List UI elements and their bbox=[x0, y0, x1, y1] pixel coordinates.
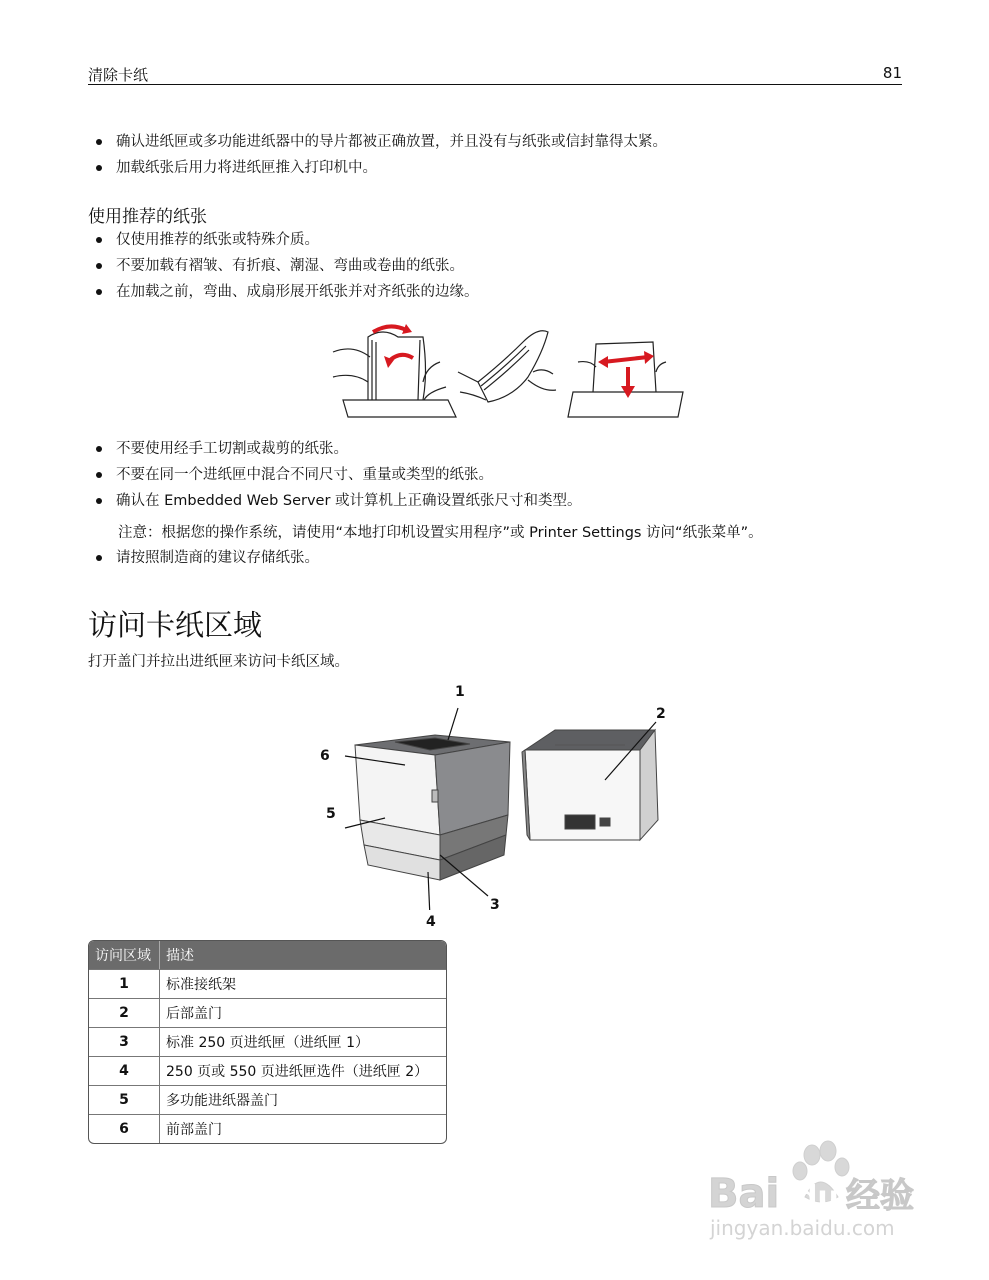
row-number: 5 bbox=[89, 1085, 160, 1114]
note-text: 根据您的操作系统，请使用“本地打印机设置实用程序”或 Printer Settings 访问“纸张菜单”。 bbox=[161, 525, 763, 541]
row-description: 多功能进纸器盖门 bbox=[160, 1085, 446, 1114]
header-rule bbox=[88, 84, 902, 85]
note bbox=[118, 521, 763, 542]
callout-5: 5 bbox=[326, 806, 336, 822]
watermark-brand2: du bbox=[796, 1180, 839, 1215]
table-row bbox=[89, 1114, 446, 1143]
column-header-area: 访问区域 bbox=[89, 941, 160, 969]
callout-2: 2 bbox=[656, 706, 666, 722]
note-label: 注意： bbox=[118, 525, 162, 541]
bullet-list-last bbox=[96, 545, 319, 571]
table-header-row bbox=[89, 941, 446, 969]
callout-1: 1 bbox=[455, 684, 465, 700]
list-item: 不要加载有褶皱、有折痕、潮湿、弯曲或卷曲的纸张。 bbox=[96, 253, 479, 279]
list-item: 请按照制造商的建议存储纸张。 bbox=[96, 545, 319, 571]
column-header-description: 描述 bbox=[160, 941, 446, 969]
bullet-list-more bbox=[96, 436, 582, 514]
row-number: 3 bbox=[89, 1027, 160, 1056]
table-row bbox=[89, 1056, 446, 1085]
table-row bbox=[89, 969, 446, 998]
row-number: 4 bbox=[89, 1056, 160, 1085]
row-number: 2 bbox=[89, 998, 160, 1027]
header-section-title: 清除卡纸 bbox=[88, 66, 149, 84]
list-item: 确认进纸匣或多功能进纸器中的导片都被正确放置，并且没有与纸张或信封靠得太紧。 bbox=[96, 129, 667, 155]
callout-6: 6 bbox=[320, 748, 330, 764]
watermark-brand: Bai bbox=[708, 1171, 780, 1217]
subheading: 使用推荐的纸张 bbox=[88, 207, 207, 227]
baidu-watermark bbox=[700, 1135, 940, 1245]
row-number: 6 bbox=[89, 1114, 160, 1143]
list-item: 确认在 Embedded Web Server 或计算机上正确设置纸张尺寸和类型。 bbox=[96, 488, 582, 514]
row-description: 标准接纸架 bbox=[160, 969, 446, 998]
printer-illustration bbox=[340, 700, 680, 910]
row-description: 250 页或 550 页进纸匣选件（进纸匣 2） bbox=[160, 1056, 446, 1085]
list-item: 加载纸张后用力将进纸匣推入打印机中。 bbox=[96, 155, 667, 181]
list-item: 仅使用推荐的纸张或特殊介质。 bbox=[96, 227, 479, 253]
list-item: 不要使用经手工切割或裁剪的纸张。 bbox=[96, 436, 582, 462]
row-number: 1 bbox=[89, 969, 160, 998]
callout-3: 3 bbox=[490, 897, 500, 913]
page-number: 81 bbox=[882, 64, 902, 82]
watermark-url: jingyan.baidu.com bbox=[710, 1216, 895, 1240]
watermark-brand3: 经验 bbox=[846, 1176, 914, 1216]
table-row bbox=[89, 1085, 446, 1114]
paper-flex-illustration bbox=[328, 322, 688, 422]
bullet-list-paper bbox=[96, 227, 479, 305]
callout-4: 4 bbox=[426, 914, 436, 930]
row-description: 标准 250 页进纸匣（进纸匣 1） bbox=[160, 1027, 446, 1056]
intro-text: 打开盖门并拉出进纸匣来访问卡纸区域。 bbox=[88, 654, 349, 670]
table-row bbox=[89, 998, 446, 1027]
table-row bbox=[89, 1027, 446, 1056]
access-area-table bbox=[88, 940, 447, 1144]
list-item: 在加载之前，弯曲、成扇形展开纸张并对齐纸张的边缘。 bbox=[96, 279, 479, 305]
row-description: 后部盖门 bbox=[160, 998, 446, 1027]
bullet-list-top bbox=[96, 129, 667, 181]
row-description: 前部盖门 bbox=[160, 1114, 446, 1143]
list-item: 不要在同一个进纸匣中混合不同尺寸、重量或类型的纸张。 bbox=[96, 462, 582, 488]
section-heading: 访问卡纸区域 bbox=[88, 608, 263, 642]
